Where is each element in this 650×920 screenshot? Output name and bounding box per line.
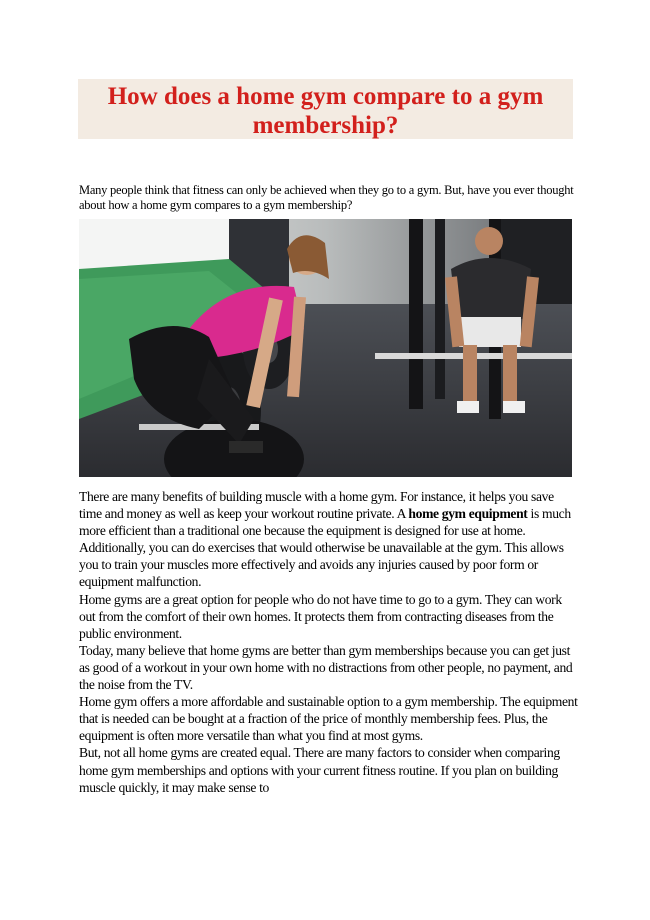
body-paragraph: There are many benefits of building muscle with a home gym. For instance, it helps you save time and money as well as keep your workout routine private. A home gym equipment is much more efficient than a traditional one because the equipment is designed for use at home. Additionally, you can do exercises that would otherwise be unavailable at the gym. This allows you to train your muscles more effectively and avoids any injuries caused by poor form or equipment malfunction. [79, 489, 571, 590]
body-paragraph: But, not all home gyms are created equal. There are many factors to consider when comparing home gym memberships and options with your current fitness routine. If you plan on building muscle quickly, it may make sense to [79, 745, 560, 795]
title-banner [78, 79, 573, 139]
body-paragraph: Home gyms are a great option for people who do not have time to go to a gym. They can work out from the comfort of their own homes. It protects them from contracting diseases from the public environment. [79, 591, 562, 641]
intro-paragraph: Many people think that fitness can only be achieved when they go to a gym. But, have you ever thought about how a home gym compares to a gym membership? [79, 183, 574, 212]
body-paragraph: Today, many believe that home gyms are better than gym memberships because you can get just as good of a workout in your own home with no distractions from other people, no payment, and the noise from the TV. [79, 642, 573, 693]
page-title: How does a home gym compare to a gym membership? [107, 83, 544, 139]
bold-phrase: home gym equipment [408, 506, 528, 522]
article-body [79, 488, 579, 796]
body-paragraph: Home gym offers a more affordable and sustainable option to a gym membership. The equipment that is needed can be bought at a fraction of the price of monthly membership fees. Plus, the equipment is often more versatile than what you find at most gyms. [79, 694, 578, 744]
gym-photo [79, 219, 572, 477]
